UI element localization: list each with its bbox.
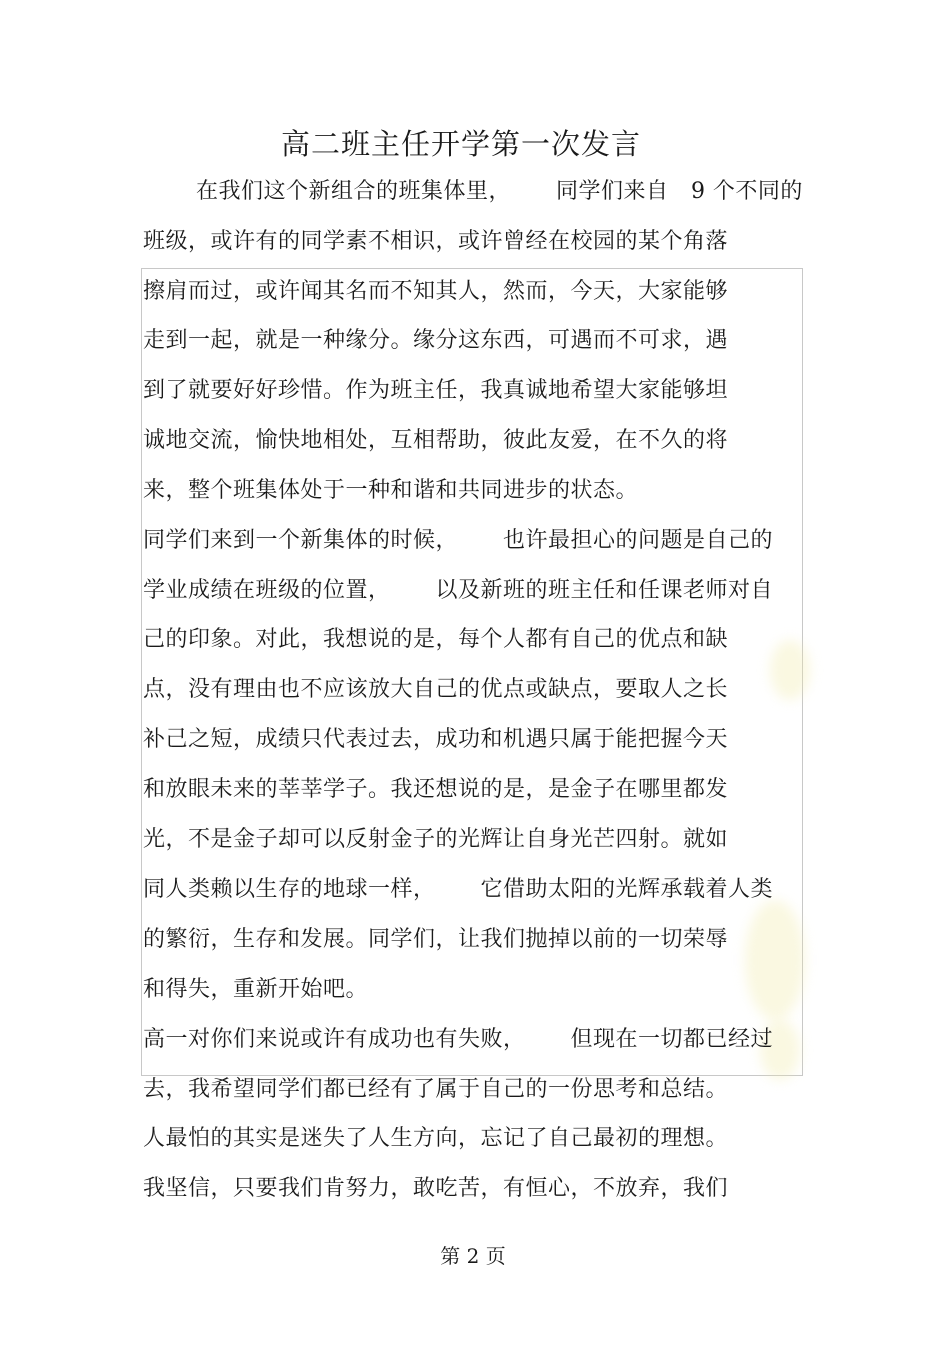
body-line: 的繁衍，生存和发展。同学们，让我们抛掉以前的一切荣辱 [143, 927, 729, 952]
body-line: 高一对你们来说或许有成功也有失败， 但现在一切都已经过 [143, 1027, 773, 1052]
body-line: 点，没有理由也不应该放大自己的优点或缺点，要取人之长 [143, 677, 729, 702]
body-line: 到了就要好好珍惜。作为班主任，我真诚地希望大家能够坦 [143, 378, 729, 403]
body-line: 学业成绩在班级的位置， 以及新班的班主任和任课老师对自 [143, 578, 773, 603]
paper-stain [770, 640, 810, 700]
body-line: 诚地交流，愉快地相处，互相帮助，彼此友爱，在不久的将 [143, 428, 729, 453]
body-line: 去，我希望同学们都已经有了属于自己的一份思考和总结。 [143, 1077, 729, 1102]
body-line: 补己之短，成绩只代表过去，成功和机遇只属于能把握今天 [143, 727, 729, 752]
body-line: 己的印象。对此，我想说的是，每个人都有自己的优点和缺 [143, 627, 729, 652]
page-number: 第 2 页 [440, 1244, 506, 1268]
body-line: 擦肩而过，或许闻其名而不知其人，然而，今天，大家能够 [143, 279, 729, 304]
body-line: 班级，或许有的同学素不相识，或许曾经在校园的某个角落 [143, 229, 729, 254]
body-line: 走到一起，就是一种缘分。缘分这东西，可遇而不可求，遇 [143, 328, 729, 353]
body-line: 和放眼未来的莘莘学子。我还想说的是，是金子在哪里都发 [143, 777, 729, 802]
body-line: 和得失，重新开始吧。 [143, 977, 369, 1002]
document-title: 高二班主任开学第一次发言 [280, 127, 641, 161]
body-line: 人最怕的其实是迷失了人生方向，忘记了自己最初的理想。 [143, 1126, 729, 1151]
body-line: 光，不是金子却可以反射金子的光辉让自身光芒四射。就如 [143, 827, 729, 852]
body-line: 同学们来到一个新集体的时候， 也许最担心的问题是自己的 [143, 528, 773, 553]
body-line: 来，整个班集体处于一种和谐和共同进步的状态。 [143, 478, 639, 503]
paper-stain [745, 900, 805, 1020]
body-line: 在我们这个新组合的班集体里， 同学们来自 9 个不同的 [196, 179, 803, 204]
body-line: 同人类赖以生存的地球一样， 它借助太阳的光辉承载着人类 [143, 877, 773, 902]
body-line: 我坚信，只要我们肯努力，敢吃苦，有恒心，不放弃，我们 [143, 1176, 729, 1201]
